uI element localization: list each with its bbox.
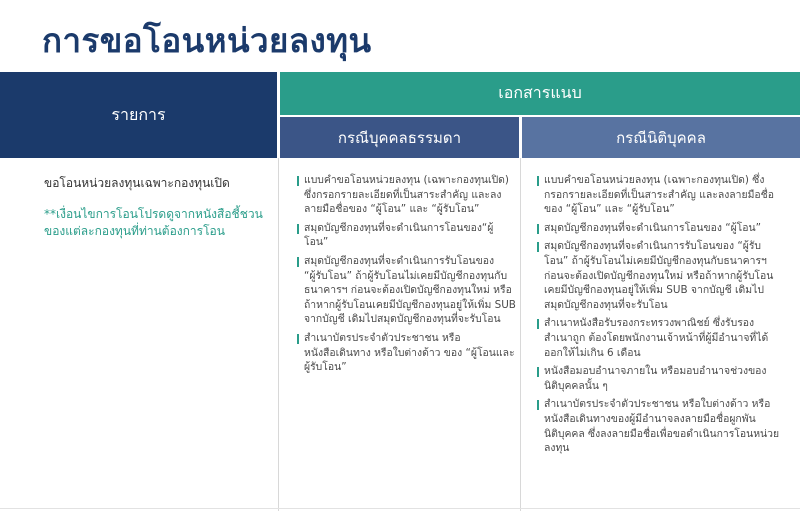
individual-docs-list xyxy=(297,173,517,379)
bullet-bar xyxy=(537,176,539,186)
header-documents: เอกสารแนบ xyxy=(280,72,800,115)
bullet-bar xyxy=(537,400,539,410)
bullet-bar xyxy=(297,224,299,234)
doc-item xyxy=(537,173,782,217)
doc-item xyxy=(297,254,517,327)
item-title: ขอโอนหน่วยลงทุนเฉพาะกองทุนเปิด xyxy=(44,176,230,190)
doc-item xyxy=(537,397,782,455)
bullet-bar xyxy=(537,319,539,329)
item-note: **เงื่อนไขการโอนโปรดดูจากหนังสือชี้ชวนของแต่ละกองทุนที่ท่านต้องการโอน xyxy=(44,207,263,238)
bullet-bar xyxy=(297,176,299,186)
doc-text: สมุดบัญชีกองทุนที่จะดำเนินการโอนของ“ผู้โอน” xyxy=(304,221,494,249)
doc-text: สมุดบัญชีกองทุนที่จะดำเนินการโอนของ “ผู้โอน” xyxy=(544,221,761,234)
bullet-bar xyxy=(537,367,539,377)
doc-text: สมุดบัญชีกองทุนที่จะดำเนินการรับโอนของ “ผู้รับโอน” ถ้าผู้รับโอนไม่เคยมีบัญชีกองทุนกับธนาคารฯ ก่อนจะต้องเปิดบัญชีกองทุนใหม่ หรือถ้าหากผู้รับโอนเคยมีบัญชีกองทุนอยู่ให้เพิ่ม SUB จากบัญชี เดิมไปสมุดบัญชีกองทุนที่จะรับโอน xyxy=(304,254,516,326)
doc-item xyxy=(537,221,782,236)
doc-item xyxy=(537,239,782,312)
page-title: การขอโอนหน่วยลงทุน xyxy=(42,21,372,60)
doc-text: สมุดบัญชีกองทุนที่จะดำเนินการรับโอนของ “ผู้รับโอน” ถ้าผู้รับโอนไม่เคยมีบัญชีกองทุนกับธนาคารฯ ก่อนจะต้องเปิดบัญชีกองทุนใหม่ หรือถ้าหากผู้รับโอนเคยมีบัญชีกองทุนอยู่ให้เพิ่ม SUB จากบัญชี เดิมไปสมุดบัญชีกองทุนที่จะรับโอน xyxy=(544,240,774,311)
bullet-bar xyxy=(297,257,299,267)
doc-item xyxy=(297,221,517,250)
doc-text: แบบคำขอโอนหน่วยลงทุน (เฉพาะกองทุนเปิด) ซึ่งกรอกรายละเอียดที่เป็นสาระสำคัญ และลงลายมือชื่อของ “ผู้โอน” และ “ผู้รับโอน” xyxy=(544,174,774,216)
doc-item xyxy=(297,331,517,375)
doc-text: สำเนาบัตรประจำตัวประชาชน หรือหนังสือเดินทาง หรือใบต่างด้าว ของ “ผู้โอนและผู้รับโอน” xyxy=(304,331,515,374)
column-divider xyxy=(520,158,521,511)
doc-text: สำเนาบัตรประจำตัวประชาชน หรือใบต่างด้าว หรือหนังสือเดินทางของผู้มีอำนาจลงลายมือชื่อผูกพันนิติบุคคล ซึ่งลงลายมือชื่อเพื่อขอดำเนินการโอนหน่วยลงทุน xyxy=(544,398,780,455)
header-items: รายการ xyxy=(0,72,277,158)
juristic-docs-list xyxy=(537,173,782,460)
bullet-bar xyxy=(537,224,539,234)
doc-text: แบบคำขอโอนหน่วยลงทุน (เฉพาะกองทุนเปิด) ซึ่งกรอกรายละเอียดที่เป็นสาระสำคัญ และลงลายมือชื่อของ “ผู้โอน” และ “ผู้รับโอน” xyxy=(304,174,509,216)
header-individual: กรณีบุคคลธรรมดา xyxy=(280,117,519,158)
bullet-bar xyxy=(297,334,299,344)
doc-item xyxy=(537,316,782,360)
column-divider xyxy=(278,158,279,511)
doc-text: หนังสือมอบอำนาจภายใน หรือมอบอำนาจช่วงของนิติบุคคลนั้น ๆ xyxy=(544,365,767,392)
header-juristic: กรณีนิติบุคคล xyxy=(522,117,800,158)
doc-text: สำเนาหนังสือรับรองกระทรวงพาณิชย์ ซึ่งรับรองสำเนาถูก ต้องโดยพนักงานเจ้าหน้าที่ผู้มีอำนาจที่ได้ออกให้ไม่เกิน 6 เดือน xyxy=(544,317,769,359)
bullet-bar xyxy=(537,242,539,252)
bottom-rule xyxy=(0,508,800,509)
doc-item xyxy=(297,173,517,217)
doc-item xyxy=(537,364,782,393)
